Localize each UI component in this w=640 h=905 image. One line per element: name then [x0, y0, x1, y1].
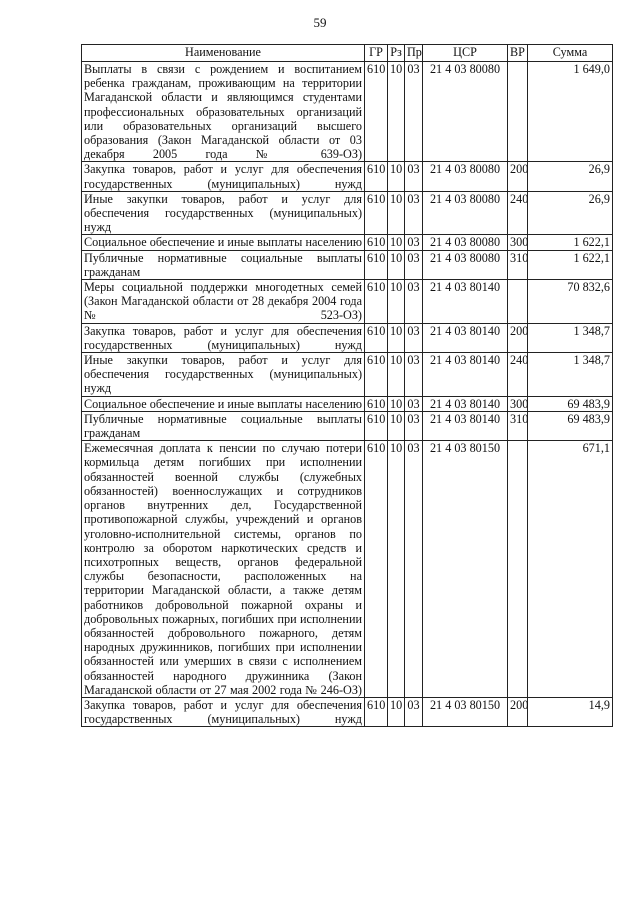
row-sum: 26,9 [528, 162, 613, 191]
row-name: Иные закупки товаров, работ и услуг для обеспечения государственных (муниципальных) нужд [82, 353, 365, 397]
row-pr: 03 [405, 441, 423, 698]
header-vr: ВР [508, 45, 528, 62]
row-sum: 14,9 [528, 697, 613, 726]
row-gr: 610 [365, 353, 388, 397]
row-rz: 10 [388, 353, 405, 397]
row-vr: 200 [508, 697, 528, 726]
row-gr: 610 [365, 280, 388, 324]
row-sum: 69 483,9 [528, 411, 613, 440]
header-rz: Рз [388, 45, 405, 62]
row-rz: 10 [388, 62, 405, 162]
row-vr: 310 [508, 411, 528, 440]
row-vr: 200 [508, 162, 528, 191]
table-header-row [82, 45, 613, 62]
row-gr: 610 [365, 396, 388, 411]
row-rz: 10 [388, 411, 405, 440]
row-csr: 21 4 03 80140 [423, 323, 508, 352]
table-row [82, 191, 613, 235]
row-vr: 300 [508, 235, 528, 250]
row-csr: 21 4 03 80140 [423, 396, 508, 411]
table-row [82, 162, 613, 191]
row-sum: 26,9 [528, 191, 613, 235]
header-name: Наименование [82, 45, 365, 62]
row-name: Ежемесячная доплата к пенсии по случаю потери кормильца детям погибших при исполнении обязанностей военной службы (служебных обязанностей) военнослужащих и сотрудников органов внутренних дел, Государственной противопожарной службы, учреждений и органов уголовно-исполнительной системы, органов по контролю за оборотом наркотических средств и психотропных веществ, органов федеральной службы безопасности, расположенных на территории Магаданской области, а также детям работников добровольной пожарной охраны и добровольных пожарных, погибших при исполнении обязанностей добровольного пожарного, детям народных дружинников, погибших при исполнении обязанностей или умерших в связи с исполнением обязанностей народного дружинника (Закон Магаданской области от 27 мая 2002 года № 246-ОЗ) [82, 441, 365, 698]
row-vr: 310 [508, 250, 528, 279]
row-name: Закупка товаров, работ и услуг для обеспечения государственных (муниципальных) нужд [82, 162, 365, 191]
row-rz: 10 [388, 697, 405, 726]
row-csr: 21 4 03 80150 [423, 441, 508, 698]
row-pr: 03 [405, 353, 423, 397]
row-csr: 21 4 03 80140 [423, 411, 508, 440]
row-sum: 1 622,1 [528, 250, 613, 279]
row-vr [508, 62, 528, 162]
row-pr: 03 [405, 62, 423, 162]
row-gr: 610 [365, 62, 388, 162]
row-gr: 610 [365, 191, 388, 235]
row-pr: 03 [405, 235, 423, 250]
row-vr [508, 280, 528, 324]
row-name: Меры социальной поддержки многодетных семей (Закон Магаданской области от 28 декабря 2004 года № 523-ОЗ) [82, 280, 365, 324]
row-gr: 610 [365, 323, 388, 352]
header-pr: Пр [405, 45, 423, 62]
row-csr: 21 4 03 80080 [423, 191, 508, 235]
table-row [82, 441, 613, 698]
row-rz: 10 [388, 396, 405, 411]
row-rz: 10 [388, 441, 405, 698]
row-csr: 21 4 03 80080 [423, 62, 508, 162]
row-csr: 21 4 03 80080 [423, 250, 508, 279]
table-row [82, 280, 613, 324]
row-vr: 200 [508, 323, 528, 352]
header-gr: ГР [365, 45, 388, 62]
row-vr [508, 441, 528, 698]
row-gr: 610 [365, 235, 388, 250]
row-pr: 03 [405, 162, 423, 191]
row-rz: 10 [388, 191, 405, 235]
row-name: Закупка товаров, работ и услуг для обеспечения государственных (муниципальных) нужд [82, 323, 365, 352]
row-sum: 70 832,6 [528, 280, 613, 324]
row-sum: 671,1 [528, 441, 613, 698]
row-csr: 21 4 03 80140 [423, 280, 508, 324]
row-csr: 21 4 03 80080 [423, 162, 508, 191]
row-rz: 10 [388, 162, 405, 191]
row-gr: 610 [365, 697, 388, 726]
row-sum: 1 622,1 [528, 235, 613, 250]
row-name: Выплаты в связи с рождением и воспитанием ребенка гражданам, проживающим на территории Магаданской области и являющимся студентами профессиональных образовательных организаций или образовательных организаций высшего образования (Закон Магаданской области от 03 декабря 2005 года № 639-ОЗ) [82, 62, 365, 162]
table-row [82, 353, 613, 397]
row-pr: 03 [405, 323, 423, 352]
row-vr: 300 [508, 396, 528, 411]
row-sum: 1 348,7 [528, 323, 613, 352]
table-row [82, 411, 613, 440]
budget-table [81, 44, 613, 727]
row-rz: 10 [388, 323, 405, 352]
row-vr: 240 [508, 191, 528, 235]
row-name: Публичные нормативные социальные выплаты гражданам [82, 411, 365, 440]
row-rz: 10 [388, 235, 405, 250]
row-pr: 03 [405, 250, 423, 279]
row-name: Иные закупки товаров, работ и услуг для обеспечения государственных (муниципальных) нужд [82, 191, 365, 235]
table-row [82, 697, 613, 726]
row-name: Закупка товаров, работ и услуг для обеспечения государственных (муниципальных) нужд [82, 697, 365, 726]
row-csr: 21 4 03 80080 [423, 235, 508, 250]
row-rz: 10 [388, 280, 405, 324]
row-pr: 03 [405, 697, 423, 726]
page-number: 59 [313, 15, 327, 30]
row-name: Социальное обеспечение и иные выплаты населению [82, 235, 365, 250]
row-gr: 610 [365, 162, 388, 191]
table-row [82, 62, 613, 162]
row-pr: 03 [405, 411, 423, 440]
row-pr: 03 [405, 280, 423, 324]
table-row [82, 396, 613, 411]
row-gr: 610 [365, 411, 388, 440]
row-csr: 21 4 03 80150 [423, 697, 508, 726]
row-gr: 610 [365, 250, 388, 279]
table-row [82, 323, 613, 352]
table-row [82, 235, 613, 250]
row-sum: 69 483,9 [528, 396, 613, 411]
row-rz: 10 [388, 250, 405, 279]
row-vr: 240 [508, 353, 528, 397]
row-name: Публичные нормативные социальные выплаты гражданам [82, 250, 365, 279]
row-pr: 03 [405, 191, 423, 235]
row-gr: 610 [365, 441, 388, 698]
header-csr: ЦСР [423, 45, 508, 62]
row-sum: 1 649,0 [528, 62, 613, 162]
row-pr: 03 [405, 396, 423, 411]
row-csr: 21 4 03 80140 [423, 353, 508, 397]
row-sum: 1 348,7 [528, 353, 613, 397]
table-row [82, 250, 613, 279]
row-name: Социальное обеспечение и иные выплаты населению [82, 396, 365, 411]
header-sum: Сумма [528, 45, 613, 62]
